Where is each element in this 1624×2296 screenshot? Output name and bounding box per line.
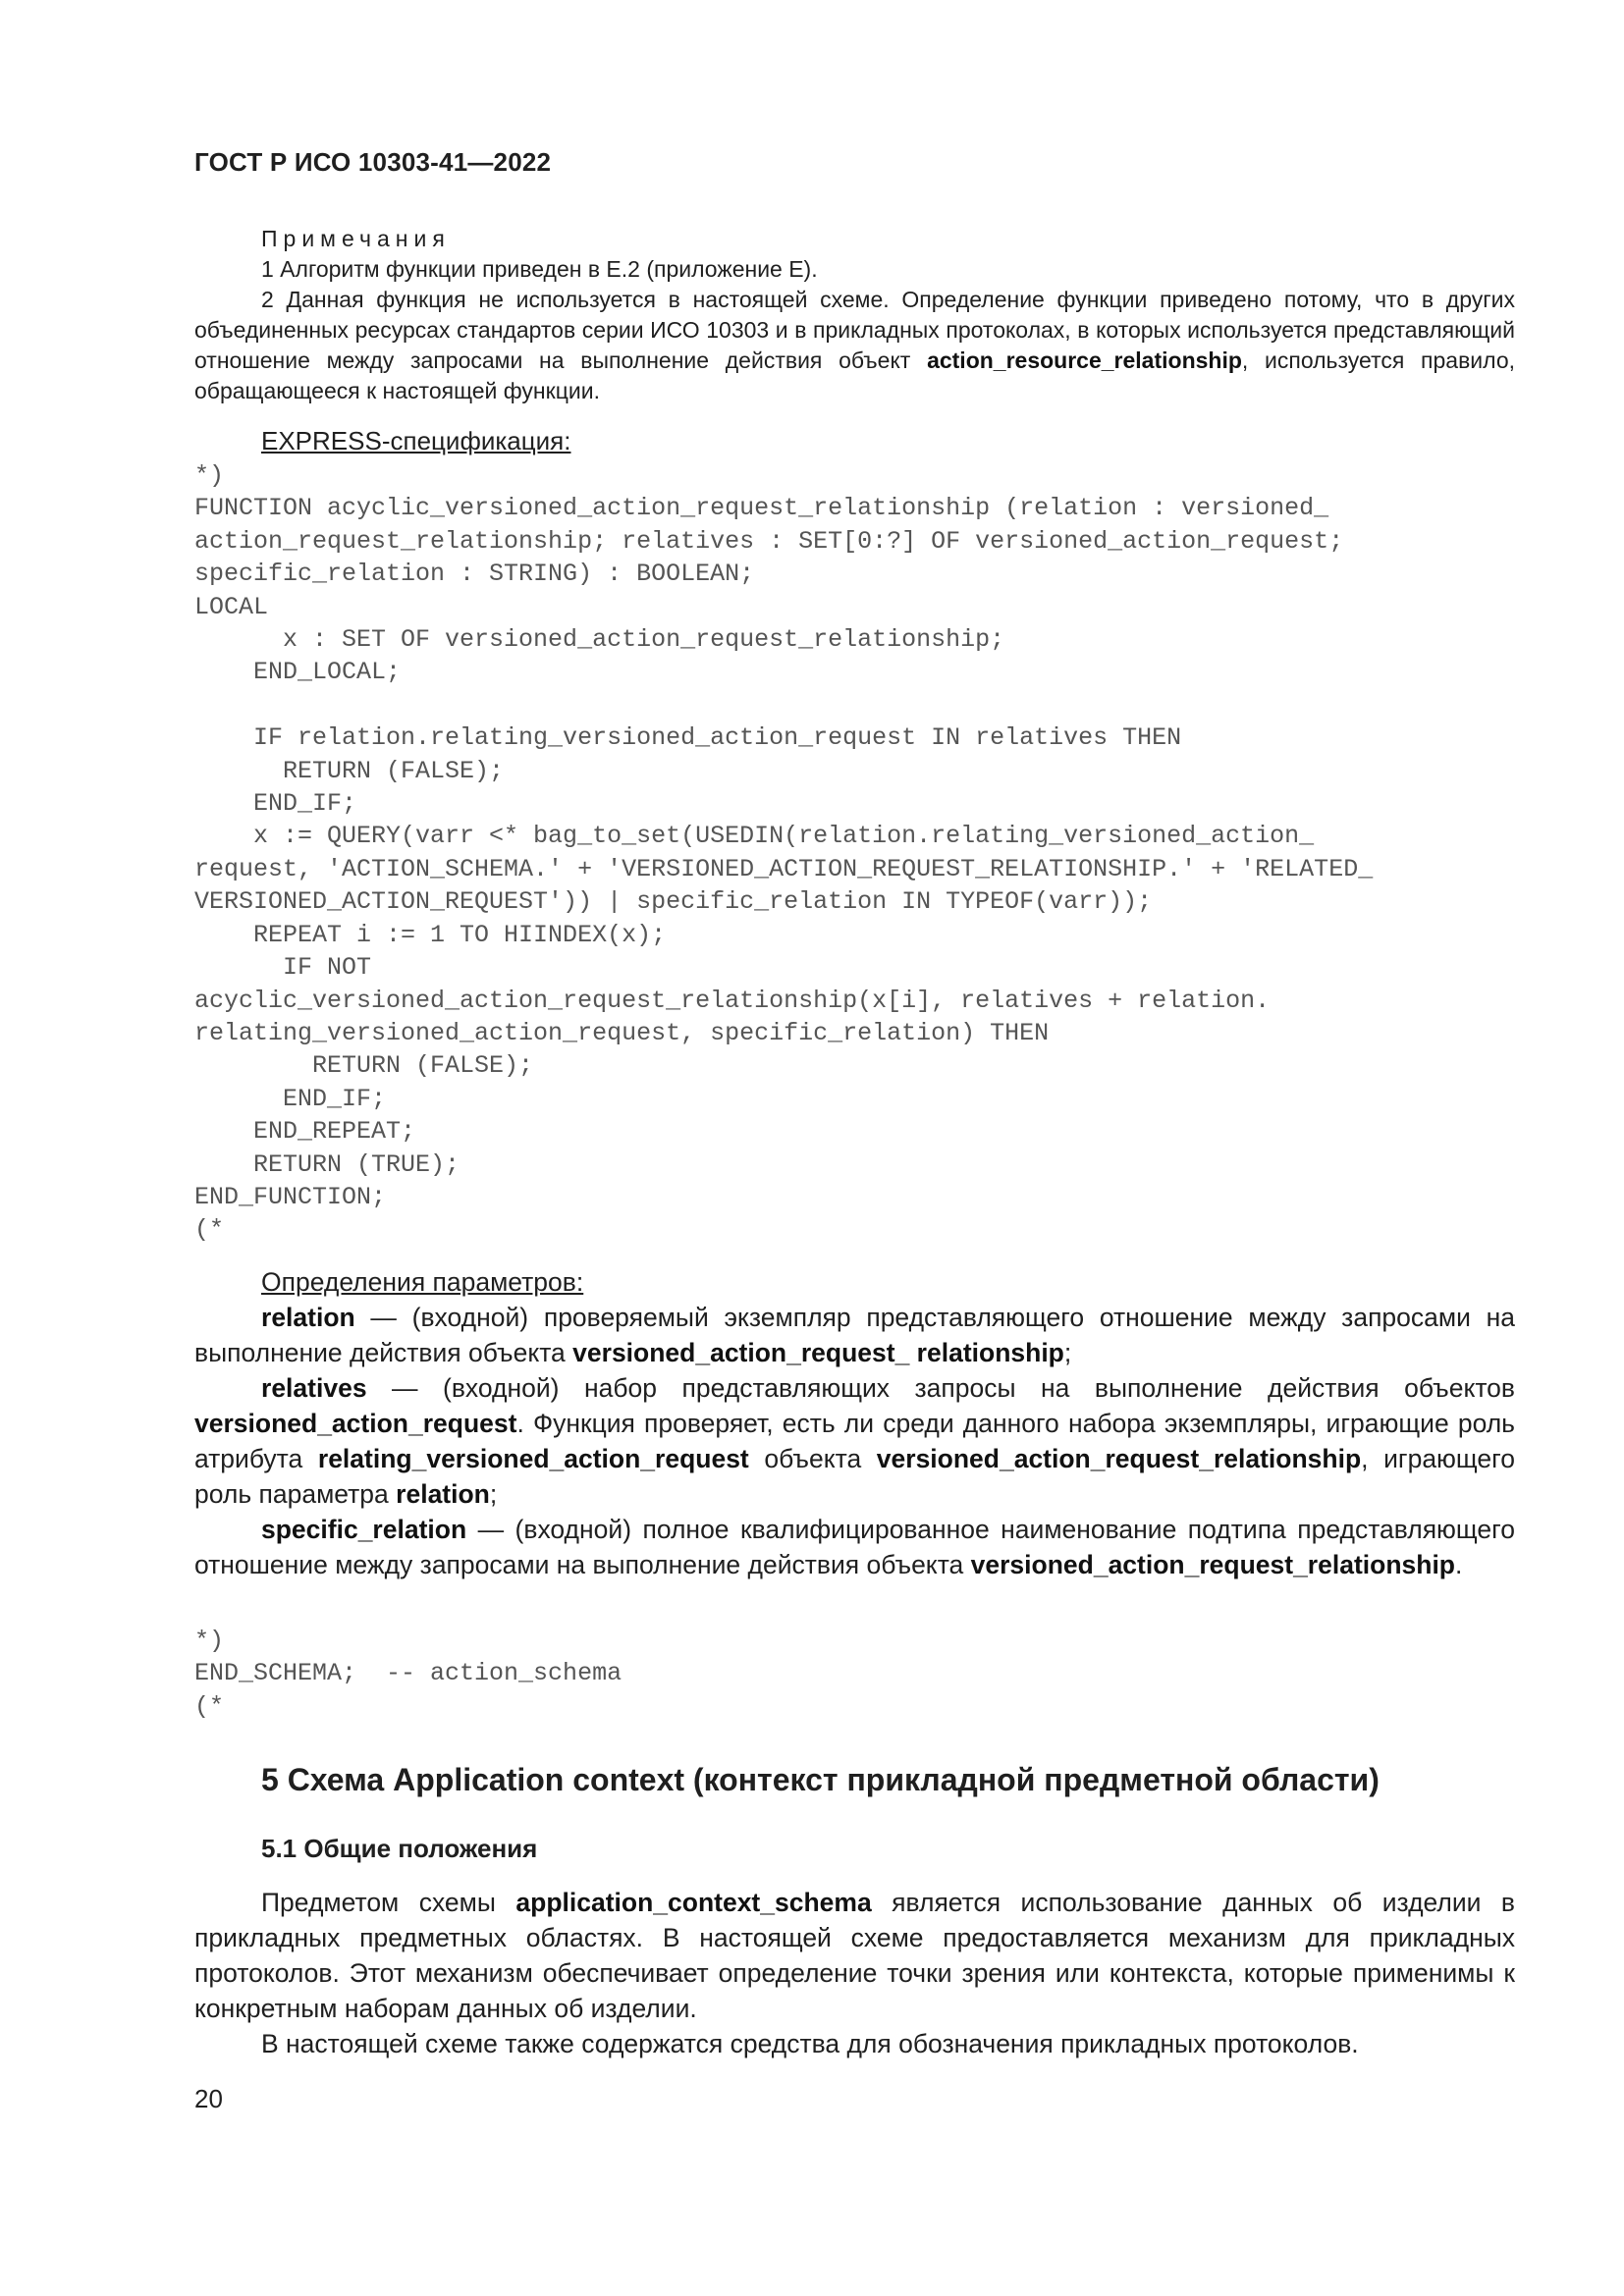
para-text: является использование данных об изделии в прикладных предметных областях. В настоящей схеме предоставляется механизм для прикладных протоколов. Этот механизм обеспечивает определение точки зрения или контекста, которые применимы к конкретным наборам данных об изделии. xyxy=(194,1888,1515,2023)
param-ref: versioned_action_request_ relationship xyxy=(572,1338,1064,1367)
notes-title: Примечания xyxy=(261,226,451,251)
section-5-1-body xyxy=(194,1885,1515,2061)
param-term: relation xyxy=(261,1303,355,1332)
params-label: Определения параметров: xyxy=(261,1267,584,1297)
section-5-heading: 5 Схема Application context (контекст прикладной предметной области) xyxy=(261,1762,1380,1797)
para-ref: application_context_schema xyxy=(515,1888,872,1917)
param-relation xyxy=(194,1300,1515,1370)
express-code-block: *) FUNCTION acyclic_versioned_action_request_relationship (relation : versioned_ action_request_relationship; relatives : SET[0:?] OF versioned_action_request; specific_relation : STRING) : BOOLEAN; LOCAL x : SET OF versioned_action_request_relationship; END_LOCAL; IF relation.relating_versioned_action_request IN relatives THEN RETURN (FALSE); END_IF; x := QUERY(varr <* bag_to_set(USEDIN(relation.relating_versioned_action_ request, 'ACTION_SCHEMA.' + 'VERSIONED_ACTION_REQUEST_RELATIONSHIP.' + 'RELATED_ VERSIONED_ACTION_REQUEST')) | specific_relation IN TYPEOF(varr)); REPEAT i := 1 TO HIINDEX(x); IF NOT acyclic_versioned_action_request_relationship(x[i], relatives + relation. relating_versioned_action_request, specific_relation) THEN RETURN (FALSE); END_IF; END_REPEAT; RETURN (TRUE); END_FUNCTION; (* xyxy=(194,461,1374,1245)
param-text: — (входной) набор представляющих запросы на выполнение действия объектов xyxy=(366,1373,1515,1403)
note-2-ref: action_resource_relationship xyxy=(927,347,1242,373)
param-end: . xyxy=(1455,1550,1463,1579)
param-text: объекта xyxy=(748,1444,877,1473)
param-end: ; xyxy=(489,1479,498,1509)
param-text: . Функция проверяет, есть ли среди данного набора экземпляры, играющие роль атрибута xyxy=(194,1409,1515,1473)
express-spec-label: EXPRESS-спецификация: xyxy=(261,426,571,455)
parameter-definitions xyxy=(194,1264,1515,1582)
note-1: 1 Алгоритм функции приведен в Е.2 (приложение Е). xyxy=(261,256,818,282)
param-text: — (входной) проверяемый экземпляр представляющего отношение между запросами на выполнение действия объекта xyxy=(194,1303,1515,1367)
param-ref: relation xyxy=(396,1479,490,1509)
section-5-1-para-1 xyxy=(194,1885,1515,2026)
page-number: 20 xyxy=(194,2084,223,2113)
param-ref: relating_versioned_action_request xyxy=(317,1444,749,1473)
param-ref: versioned_action_request xyxy=(194,1409,517,1438)
document-header: ГОСТ Р ИСО 10303-41—2022 xyxy=(194,147,552,177)
param-end: ; xyxy=(1063,1338,1072,1367)
section-5-1-para-2: В настоящей схеме также содержатся средства для обозначения прикладных протоколов. xyxy=(261,2029,1359,2058)
param-term: specific_relation xyxy=(261,1515,467,1544)
end-schema-code: *) END_SCHEMA; -- action_schema (* xyxy=(194,1627,623,1721)
note-2 xyxy=(194,285,1515,406)
param-term: relatives xyxy=(261,1373,367,1403)
param-ref: versioned_action_request_relationship xyxy=(970,1550,1455,1579)
param-relatives xyxy=(194,1370,1515,1512)
param-text: — (входной) полное квалифицированное наименование подтипа представляющего отношение между запросами на выполнение действия объекта xyxy=(194,1515,1515,1579)
note-2-end: , используется правило, обращающееся к настоящей функции. xyxy=(194,347,1515,403)
param-text: , играющего роль параметра xyxy=(194,1444,1515,1509)
section-5-1-heading: 5.1 Общие положения xyxy=(261,1834,538,1863)
notes-block xyxy=(194,224,1515,406)
para-text: Предметом схемы xyxy=(261,1888,516,1917)
note-2-text: 2 Данная функция не используется в настоящей схеме. Определение функции приведено потому, что в других объединенных ресурсах стандартов серии ИСО 10303 и в прикладных протоколах, в которых используется представляющий отношение между запросами на выполнение действия объект xyxy=(194,287,1515,373)
param-specific-relation xyxy=(194,1512,1515,1582)
param-ref: versioned_action_request_relationship xyxy=(876,1444,1362,1473)
